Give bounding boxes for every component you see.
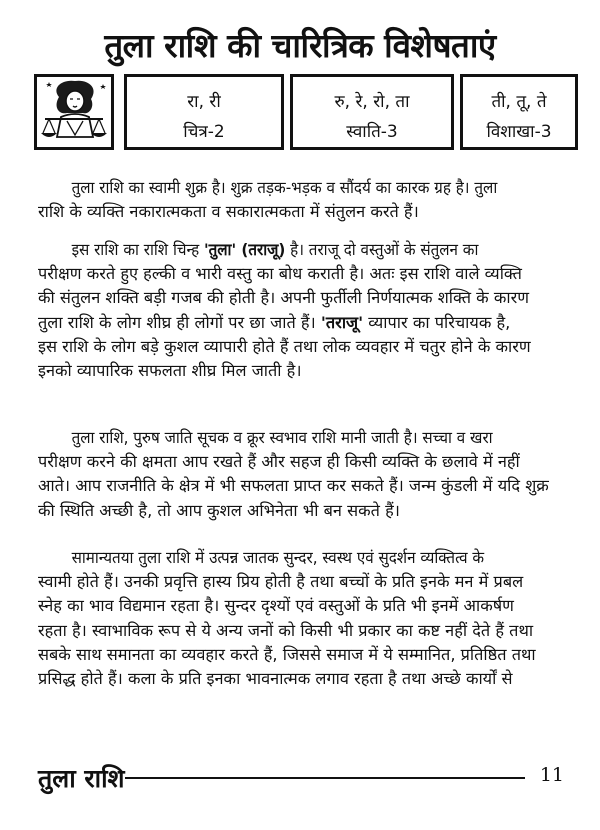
text-line: की संतुलन शक्ति बड़ी गजब की होती है। अपनी फुर्तीली निर्णयात्मक शक्ति के कारण — [38, 288, 530, 308]
nakshatra-box-chitra — [124, 74, 284, 150]
text-run: तुला राशि के लोग शीघ्र ही लोगों पर छा जाते हैं। — [38, 312, 321, 332]
text-run: है। तराजू दो वस्तुओं के संतुलन का — [285, 240, 479, 259]
nakshatra-name: चित्र-2 — [183, 122, 225, 142]
paragraph-1 — [38, 176, 570, 224]
text-line: स्नेह का भाव विद्यमान रहता है। सुन्दर दृश्यों एवं वस्तुओं के प्रति भी इनमें आकर्षण — [38, 596, 514, 616]
text-line: की स्थिति अच्छी है, तो आप कुशल अभिनेता भी बन सकते हैं। — [38, 500, 400, 520]
text-line: स्वामी होते हैं। उनकी प्रवृत्ति हास्य प्रिय होती है तथा बच्चों के प्रति इनके मन में प्रबल — [38, 572, 524, 592]
text-line: तुला राशि का स्वामी शुक्र है। शुक्र तड़क-भड़क व सौंदर्य का कारक ग्रह है। तुला — [71, 178, 498, 197]
text-line: प्रसिद्ध होते हैं। कला के प्रति इनका भावनात्मक लगाव रहता है तथा अच्छे कार्यों से — [38, 669, 513, 689]
footer-divider — [125, 777, 525, 779]
text-line — [38, 311, 570, 335]
text-run: इस राशि का राशि चिन्ह — [71, 240, 204, 259]
text-line: तुला राशि, पुरुष जाति सूचक व क्रूर स्वभाव राशि मानी जाती है। सच्चा व खरा — [71, 428, 493, 447]
text-run: व्यापार का परिचायक है, — [363, 312, 511, 332]
text-line: सामान्यतया तुला राशि में उत्पन्न जातक सुन्दर, स्वस्थ एवं सुदर्शन व्यक्तित्व के — [71, 548, 485, 567]
nakshatra-syllables: रा, री — [187, 92, 221, 112]
nakshatra-name: विशाखा-3 — [486, 122, 552, 142]
paragraph-4 — [38, 546, 570, 691]
nakshatra-box-swati — [290, 74, 454, 150]
text-line: रहता है। स्वाभाविक रूप से ये अन्य जनों को किसी भी प्रकार का कष्ट नहीं देते हैं तथा — [38, 620, 534, 640]
nakshatra-syllables: रु, रे, रो, ता — [334, 92, 410, 112]
paragraph-2 — [38, 238, 570, 383]
nakshatra-name: स्वाति-3 — [346, 122, 398, 142]
footer-title: तुला राशि — [38, 764, 125, 793]
libra-emblem — [34, 74, 114, 150]
text-line: सबके साथ समानता का व्यवहार करते हैं, जिससे समाज में ये सम्मानित, प्रतिष्ठित तथा — [38, 644, 536, 664]
nakshatra-syllables: ती, तू, ते — [491, 92, 547, 112]
text-line: इस राशि के लोग बड़े कुशल व्यापारी होते हैं तथा लोक व्यवहार में चतुर होने के कारण — [38, 336, 531, 356]
text-line: आते। आप राजनीति के क्षेत्र में भी सफलता प्राप्त कर सकते हैं। जन्म कुंडली में यदि शुक्र — [38, 476, 549, 496]
text-line: परीक्षण करते हुए हल्की व भारी वस्तु का बोध कराती है। अतः इस राशि वाले व्यक्ति — [38, 264, 522, 284]
text-line: परीक्षण करने की क्षमता आप रखते हैं और सहज ही किसी व्यक्ति के छलावे में नहीं — [38, 452, 520, 472]
text-line: इनको व्यापारिक सफलता शीघ्र मिल जाती है। — [38, 361, 302, 381]
rashi-symbol-bold: 'तुला' (तराजू) — [203, 240, 286, 259]
text-line: राशि के व्यक्ति नकारात्मकता व सकारात्मकता में संतुलन करते हैं। — [38, 202, 419, 222]
paragraph-3 — [38, 426, 570, 523]
page-title: तुला राशि की चारित्रिक विशेषताएं — [104, 26, 496, 65]
page-number: 11 — [539, 764, 564, 786]
libra-scales-icon — [37, 77, 111, 147]
taraju-bold: 'तराजू' — [320, 312, 364, 332]
nakshatra-box-vishakha — [460, 74, 578, 150]
text-line — [38, 238, 534, 262]
